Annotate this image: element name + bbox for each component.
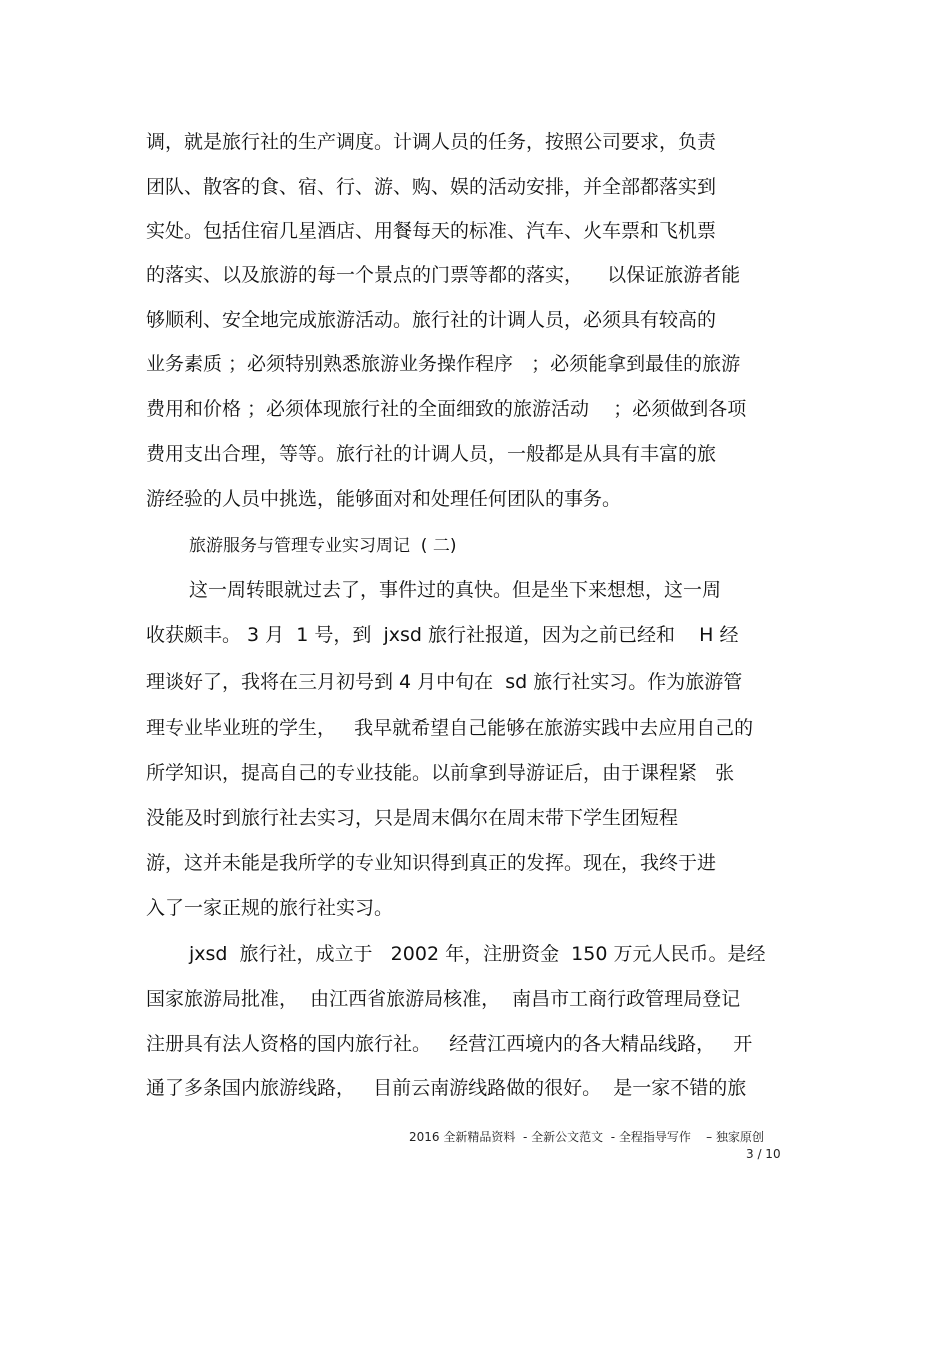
body-line: 调，就是旅行社的生产调度。计调人员的任务，按照公司要求，负责 [146,131,717,153]
body-line: 入了一家正规的旅行社实习。 [146,897,394,919]
body-line: 理谈好了，我将在三月初号到 4 月中旬在 sd 旅行社实习。作为旅游管 [146,671,743,693]
body-line: 业务素质 ；必须特别熟悉旅游业务操作程序 ；必须能拿到最佳的旅游 [146,353,741,375]
body-line: 这一周转眼就过去了，事件过的真快。但是坐下来想想，这一周 [189,579,722,601]
body-line: 费用支出合理，等等。旅行社的计调人员，一般都是从具有丰富的旅 [146,443,717,465]
body-line: 通了多条国内旅游线路， 目前云南游线路做的很好。 是一家不错的旅 [146,1077,747,1099]
body-line: 够顺利、安全地完成旅游活动。旅行社的计调人员，必须具有较高的 [146,309,717,331]
body-line: 团队、散客的食、宿、行、游、购、娱的活动安排，并全部都落实到 [146,176,717,198]
body-line: 没能及时到旅行社去实习，只是周末偶尔在周末带下学生团短程 [146,807,679,829]
body-line: 游经验的人员中挑选，能够面对和处理任何团队的事务。 [146,488,622,510]
body-line: jxsd 旅行社，成立于 2002 年，注册资金 150 万元人民币。是经 [189,943,766,965]
body-line: 国家旅游局批准， 由江西省旅游局核准， 南昌市工商行政管理局登记 [146,988,741,1010]
body-line: 游，这并未能是我所学的专业知识得到真正的发挥。现在，我终于进 [146,852,717,874]
footer-note: 2016 全新精品资料 - 全新公文范文 - 全程指导写作 – 独家原创 [409,1130,764,1144]
body-line: 所学知识，提高自己的专业技能。以前拿到导游证后，由于课程紧 张 [146,762,735,784]
body-line: 注册具有法人资格的国内旅行社。 经营江西境内的各大精品线路， 开 [146,1033,753,1055]
body-line: 的落实、以及旅游的每一个景点的门票等都的落实， 以保证旅游者能 [146,264,741,286]
section-title: 旅游服务与管理专业实习周记 ( 二) [189,536,457,556]
body-line: 理专业毕业班的学生， 我早就希望自己能够在旅游实践中去应用自己的 [146,717,754,739]
body-line: 实处。包括住宿几星酒店、用餐每天的标准、汽车、火车票和飞机票 [146,220,717,242]
body-line: 费用和价格 ；必须体现旅行社的全面细致的旅游活动 ；必须做到各项 [146,398,747,420]
page-number: 3 / 10 [746,1147,781,1161]
body-line: 收获颇丰。 3 月 1 号，到 jxsd 旅行社报道，因为之前已经和 H 经 [146,624,739,646]
